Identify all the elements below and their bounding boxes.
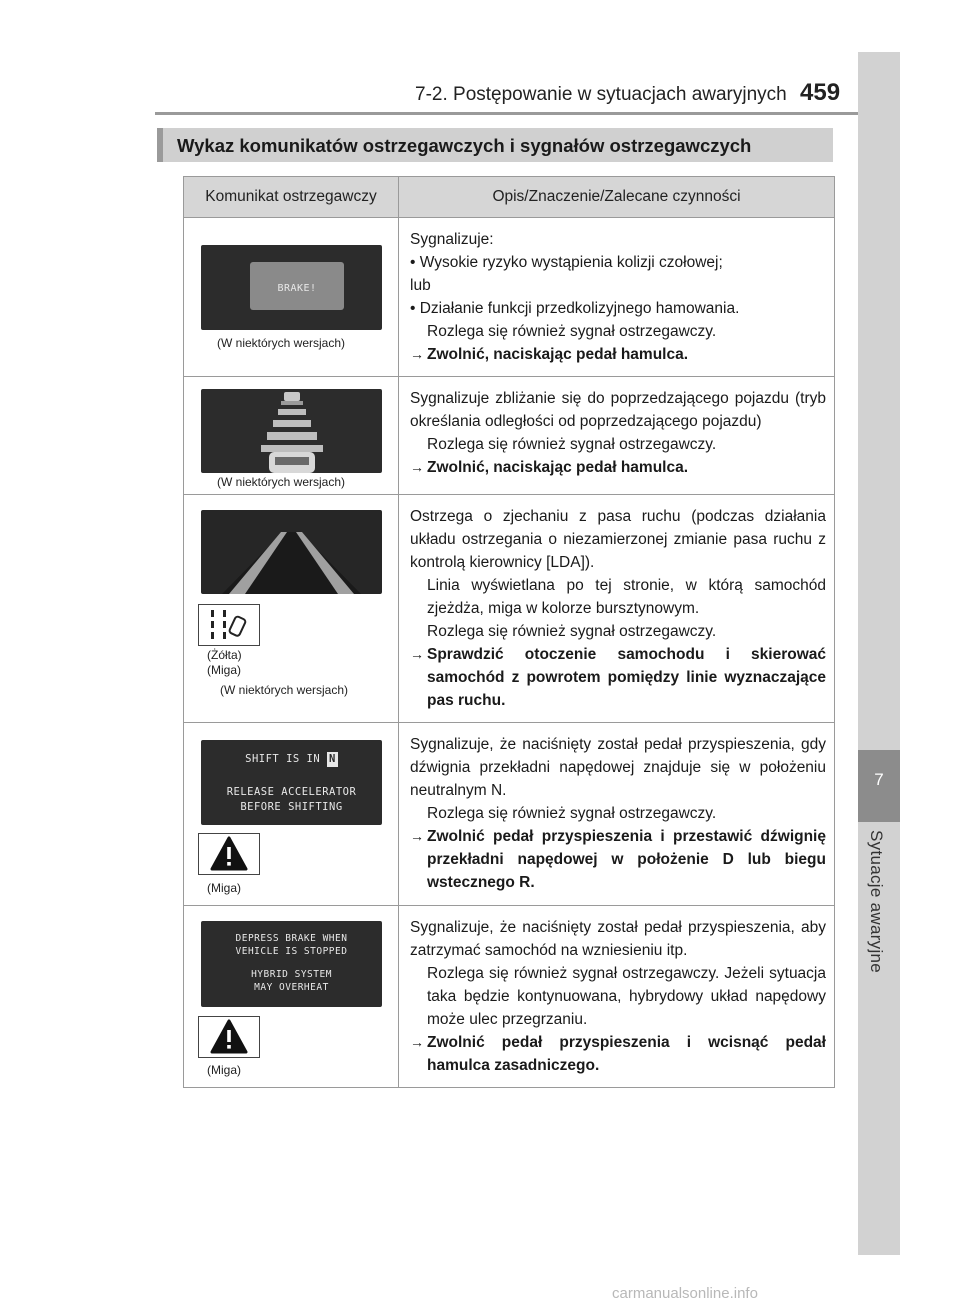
brake-screen bbox=[201, 245, 382, 330]
column-header: Komunikat ostrzegawczy bbox=[184, 177, 399, 218]
chapter-label: Sytuacje awaryjne bbox=[867, 830, 886, 974]
message-cell bbox=[184, 218, 399, 377]
lda-indicator bbox=[198, 604, 260, 646]
desc-line: Rozlega się również sygnał ostrzegawczy. Jeżeli sytuacja taka będzie kontynuowana, hybrydowy układ napędowy może ulec przegrzaniu. bbox=[427, 965, 826, 1028]
description-cell bbox=[399, 495, 835, 723]
desc-line: Sygnalizuje, że naciśnięty został pedał przyspieszenia, aby zatrzymać samochód na wzniesieniu itp. bbox=[410, 919, 826, 959]
blink-note: (Miga) bbox=[207, 881, 242, 895]
desc-line: Rozlega się również sygnał ostrzegawczy. bbox=[427, 805, 717, 822]
table-row bbox=[184, 377, 835, 495]
section-title: Wykaz komunikatów ostrzegawczych i sygnałów ostrzegawczych bbox=[157, 128, 833, 162]
hybrid-message-line: VEHICLE IS STOPPED bbox=[235, 946, 348, 957]
page-number: 459 bbox=[800, 79, 841, 106]
brake-message: BRAKE! bbox=[277, 283, 317, 294]
version-note: (W niektórych wersjach) bbox=[220, 683, 349, 697]
warning-indicator bbox=[198, 1016, 260, 1058]
color-note: (Żółta) bbox=[207, 648, 242, 662]
message-cell bbox=[184, 495, 399, 723]
watermark: carmanualsonline.info bbox=[612, 1285, 758, 1302]
warning-triangle-icon bbox=[199, 834, 259, 874]
brake-hybrid-screen bbox=[201, 921, 382, 1007]
table-header-row bbox=[184, 177, 835, 218]
arrow-icon: → bbox=[410, 828, 424, 844]
table-row bbox=[184, 495, 835, 723]
arrow-icon: → bbox=[410, 1034, 424, 1050]
version-note: (W niektórych wersjach) bbox=[217, 336, 346, 350]
header-rule bbox=[155, 112, 860, 115]
shift-message-line: BEFORE SHIFTING bbox=[240, 801, 343, 813]
description-cell bbox=[399, 377, 835, 495]
desc-line: Rozlega się również sygnał ostrzegawczy. bbox=[427, 436, 717, 453]
arrow-icon: → bbox=[410, 646, 424, 662]
table-row bbox=[184, 906, 835, 1088]
warning-table bbox=[183, 176, 835, 1088]
desc-line: • Działanie funkcji przedkolizyjnego hamowania. bbox=[410, 300, 740, 317]
warning-triangle-icon bbox=[199, 1017, 259, 1057]
distance-screen bbox=[201, 389, 382, 473]
distance-icon bbox=[201, 389, 382, 473]
column-header: Opis/Znaczenie/Zalecane czynności bbox=[399, 177, 835, 218]
lane-screen bbox=[201, 510, 382, 594]
description-cell bbox=[399, 218, 835, 377]
desc-line: Ostrzega o zjechaniu z pasa ruchu (podczas działania układu ostrzegania o niezamierzonej zmianie pasa ruchu z kontrolą kierownicy [LDA]). bbox=[410, 508, 826, 571]
action-text: Sprawdzić otoczenie samochodu i skierować samochód z powrotem pomiędzy linie wyznaczające pas ruchu. bbox=[427, 646, 826, 709]
hybrid-message-line: HYBRID SYSTEM bbox=[251, 969, 332, 980]
shift-message-line: RELEASE ACCELERATOR bbox=[226, 786, 357, 798]
desc-line: Sygnalizuje: bbox=[410, 231, 494, 248]
shift-message-line bbox=[201, 752, 382, 767]
shift-line-1: SHIFT IS IN bbox=[245, 753, 321, 765]
header-title: 7-2. Postępowanie w sytuacjach awaryjnych bbox=[415, 84, 787, 105]
blink-note: (Miga) bbox=[207, 1063, 242, 1077]
blink-note: (Miga) bbox=[207, 663, 242, 677]
hybrid-message-line: DEPRESS BRAKE WHEN bbox=[235, 933, 348, 944]
message-cell bbox=[184, 723, 399, 906]
description-cell bbox=[399, 723, 835, 906]
desc-action bbox=[410, 343, 826, 366]
action-text: Zwolnić pedał przyspieszenia i przestawić dźwignię przekładni napędowej w położenie D lub biegu wstecznego R. bbox=[427, 828, 826, 891]
lane-departure-icon bbox=[201, 510, 382, 594]
desc-line: Rozlega się również sygnał ostrzegawczy. bbox=[427, 623, 717, 640]
desc-line: Linia wyświetlana po tej stronie, w którą samochód zjeżdża, miga w kolorze bursztynowym. bbox=[427, 577, 826, 617]
table-row bbox=[184, 723, 835, 906]
shift-screen bbox=[201, 740, 382, 825]
desc-line: Rozlega się również sygnał ostrzegawczy. bbox=[427, 323, 717, 340]
desc-action bbox=[410, 456, 826, 479]
gear-indicator: N bbox=[329, 753, 336, 765]
desc-action bbox=[410, 825, 826, 894]
action-text: Zwolnić pedał przyspieszenia i wcisnąć pedał hamulca zasadniczego. bbox=[427, 1034, 826, 1074]
desc-line: lub bbox=[410, 277, 431, 294]
message-cell bbox=[184, 377, 399, 495]
side-thumb-bar bbox=[858, 52, 900, 1255]
arrow-icon: → bbox=[410, 459, 424, 475]
description-cell bbox=[399, 906, 835, 1088]
desc-line: Sygnalizuje zbliżanie się do poprzedzającego pojazdu (tryb określania odległości od poprzedzającego pojazdu) bbox=[410, 390, 826, 430]
version-note: (W niektórych wersjach) bbox=[217, 475, 346, 489]
desc-line: • Wysokie ryzyko wystąpienia kolizji czołowej; bbox=[410, 254, 723, 271]
table-row bbox=[184, 218, 835, 377]
lda-icon bbox=[199, 605, 259, 645]
arrow-icon: → bbox=[410, 346, 424, 362]
desc-action bbox=[410, 1031, 826, 1077]
desc-action bbox=[410, 643, 826, 712]
warning-indicator bbox=[198, 833, 260, 875]
action-text: Zwolnić, naciskając pedał hamulca. bbox=[427, 346, 689, 363]
hybrid-message-line: MAY OVERHEAT bbox=[254, 982, 329, 993]
message-cell bbox=[184, 906, 399, 1088]
desc-line: Sygnalizuje, że naciśnięty został pedał przyspieszenia, gdy dźwignia przekładni napędowej znajduje się w położeniu neutralnym N. bbox=[410, 736, 826, 799]
chapter-tab-number: 7 bbox=[874, 770, 884, 789]
action-text: Zwolnić, naciskając pedał hamulca. bbox=[427, 459, 689, 476]
